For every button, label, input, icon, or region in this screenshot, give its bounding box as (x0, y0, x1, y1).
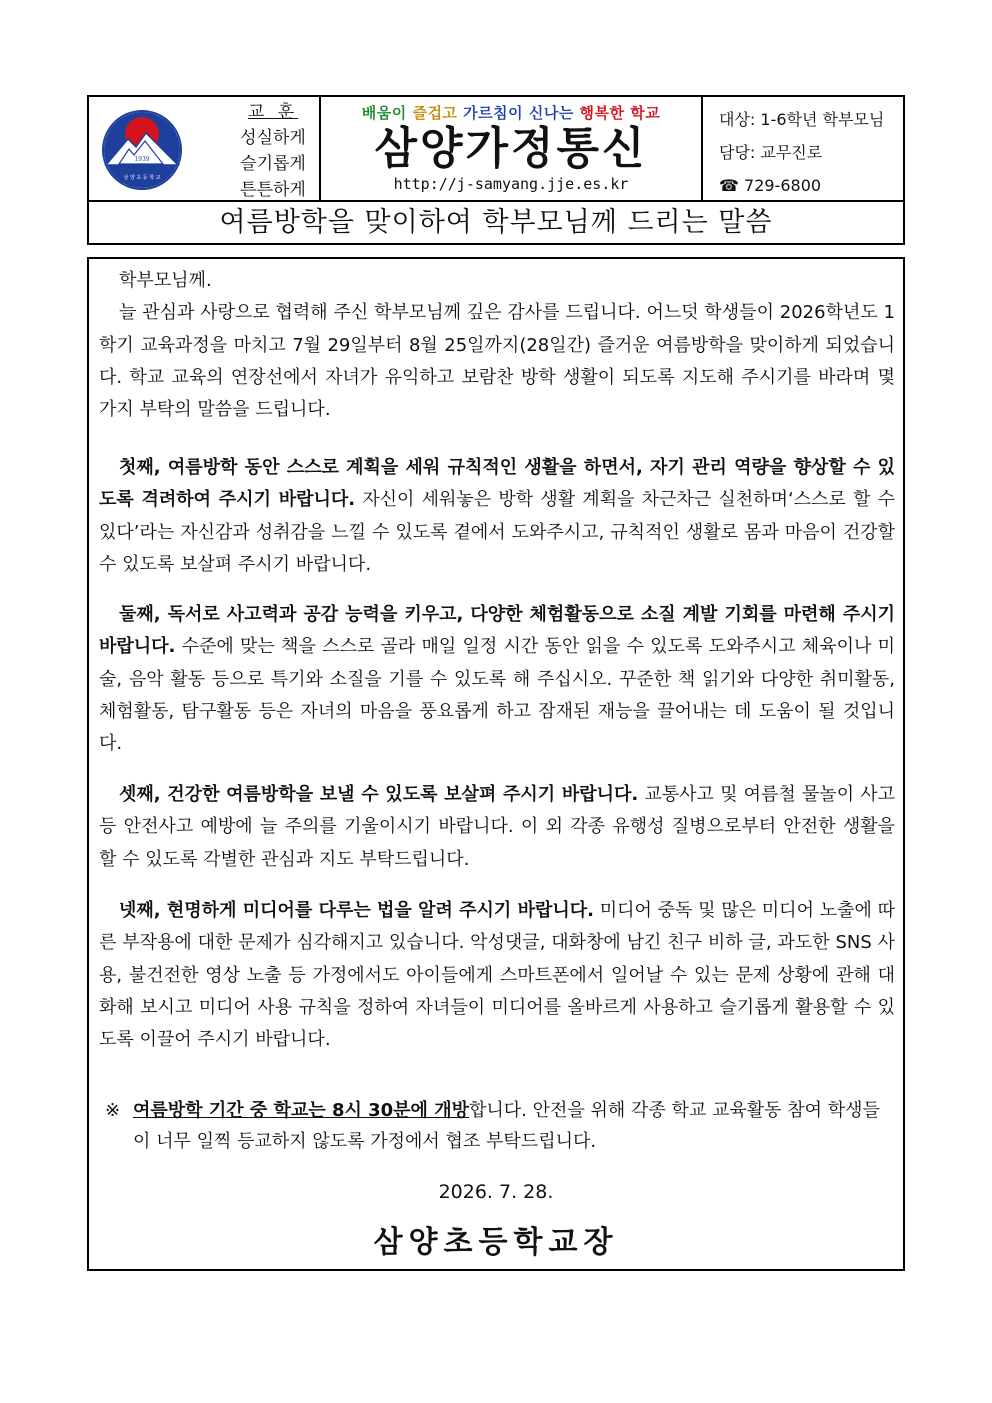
masthead (321, 97, 701, 193)
letter-body (87, 257, 905, 1271)
motto-line: 성실하게 (240, 128, 306, 148)
svg-text:1939: 1939 (134, 156, 150, 163)
request-text: 교통사고 및 여름철 물놀이 사고 등 안전사고 예방에 늘 주의를 기울이시기 바랍니다. 이 외 각종 유행성 질병으로부터 안전한 생활을 할 수 있도록 각별한 관심과 지도 부탁드립니다. (99, 784, 895, 870)
letter-date: 2026. 7. 28. (438, 1181, 554, 1203)
letter-subject: 여름방학을 맞이하여 학부모님께 드리는 말씀 (87, 200, 905, 245)
notice-text: 합니다. 안전을 위해 각종 학교 교육활동 참여 학생들이 너무 일찍 등교하지 않도록 가정에서 협조 부탁드립니다. (133, 1100, 880, 1152)
signature: 삼양초등학교장 (373, 1225, 619, 1260)
target-audience: 대상: 1-6학년 학부모님 (719, 110, 885, 129)
school-motto (229, 97, 317, 203)
motto-title: 교 훈 (247, 102, 299, 122)
school-emblem-logo (101, 109, 183, 191)
greeting: 학부모님께. (119, 270, 212, 291)
request-heading: 넷째, 현명하게 미디어를 다루는 법을 알려 주시기 바랍니다. (119, 900, 594, 921)
notice-highlight: 여름방학 기간 중 학교는 8시 30분에 개방 (133, 1100, 469, 1121)
request-text: 미디어 중독 및 많은 미디어 노출에 따른 부작용에 대한 문제가 심각해지고 있습니다. 악성댓글, 대화창에 남긴 친구 비하 글, 과도한 SNS 사용, 불건전한 영상 노출 등 가정에서도 아이들에게 스마트폰에서 일어날 수 있는 문제 상황에 관해 대화해 보시고 미디어 사용 규칙을 정하여 자녀들이 미디어를 올바르게 사용하고 슬기롭게 활용할 수 있도록 이끌어 주시기 바랍니다. (99, 900, 895, 1051)
department: 담당: 교무진로 (719, 143, 823, 162)
reference-mark-icon: ※ (105, 1100, 121, 1121)
divider (701, 97, 703, 200)
request-item-1 (99, 452, 895, 581)
notice (105, 1095, 895, 1157)
school-slogan: 배움이 즐겁고 가르침이 신나는 행복한 학교 (361, 104, 661, 122)
school-url-link[interactable]: http://j-samyang.jje.es.kr (393, 175, 629, 193)
newsletter-header (87, 95, 905, 202)
request-heading: 첫째, 여름방학 동안 스스로 계획을 세워 규칙적인 생활을 하면서, 자기 관리 역량을 향상할 수 있도록 격려하여 주시기 바랍니다. (99, 457, 895, 511)
svg-text:삼 양 초 등 학 교: 삼 양 초 등 학 교 (123, 175, 161, 181)
intro-paragraph: 늘 관심과 사랑으로 협력해 주신 학부모님께 깊은 감사를 드립니다. 어느덧 학생들이 2026학년도 1학기 교육과정을 마치고 7월 29일부터 8월 25일까지(28일간) 즐거운 여름방학을 맞이하게 되었습니다. 학교 교육의 연장선에서 자녀가 유익하고 보람찬 방학 생활이 되도록 지도해 주시기를 바라며 몇 가지 부탁의 말씀을 드립니다. (99, 302, 895, 421)
request-heading: 둘째, 독서로 사고력과 공감 능력을 키우고, 다양한 체험활동으로 소질 계발 기회를 마련해 주시기 바랍니다. (99, 604, 895, 658)
request-heading: 셋째, 건강한 여름방학을 보낼 수 있도록 보살펴 주시기 바랍니다. (119, 784, 639, 805)
request-item-4 (99, 895, 895, 1056)
motto-line: 슬기롭게 (240, 154, 306, 174)
request-text: 자신이 세워놓은 방학 생활 계획을 차근차근 실천하며‘스스로 할 수 있다’라는 자신감과 성취감을 느낄 수 있도록 곁에서 도와주시고, 규칙적인 생활로 몸과 마음이 건강할 수 있도록 보살펴 주시기 바랍니다. (99, 489, 895, 575)
motto-line: 튼튼하게 (240, 180, 306, 200)
request-item-2 (99, 599, 895, 760)
contact-info (719, 103, 884, 202)
request-item-3 (99, 779, 895, 876)
request-text: 수준에 맞는 책을 스스로 골라 매일 일정 시간 동안 읽을 수 있도록 도와주시고 체육이나 미술, 음악 활동 등으로 특기와 소질을 기를 수 있도록 해 주십시오. 꾸준한 책 읽기와 다양한 취미활동, 체험활동, 탐구활동 등은 자녀의 마음을 풍요롭게 하고 잠재된 재능을 끌어내는 데 도움이 될 것입니다. (99, 636, 895, 755)
newsletter-title: 삼양가정통신 (374, 123, 648, 174)
phone-number: ☎ 729-6800 (719, 176, 822, 195)
letter-intro (99, 265, 895, 426)
